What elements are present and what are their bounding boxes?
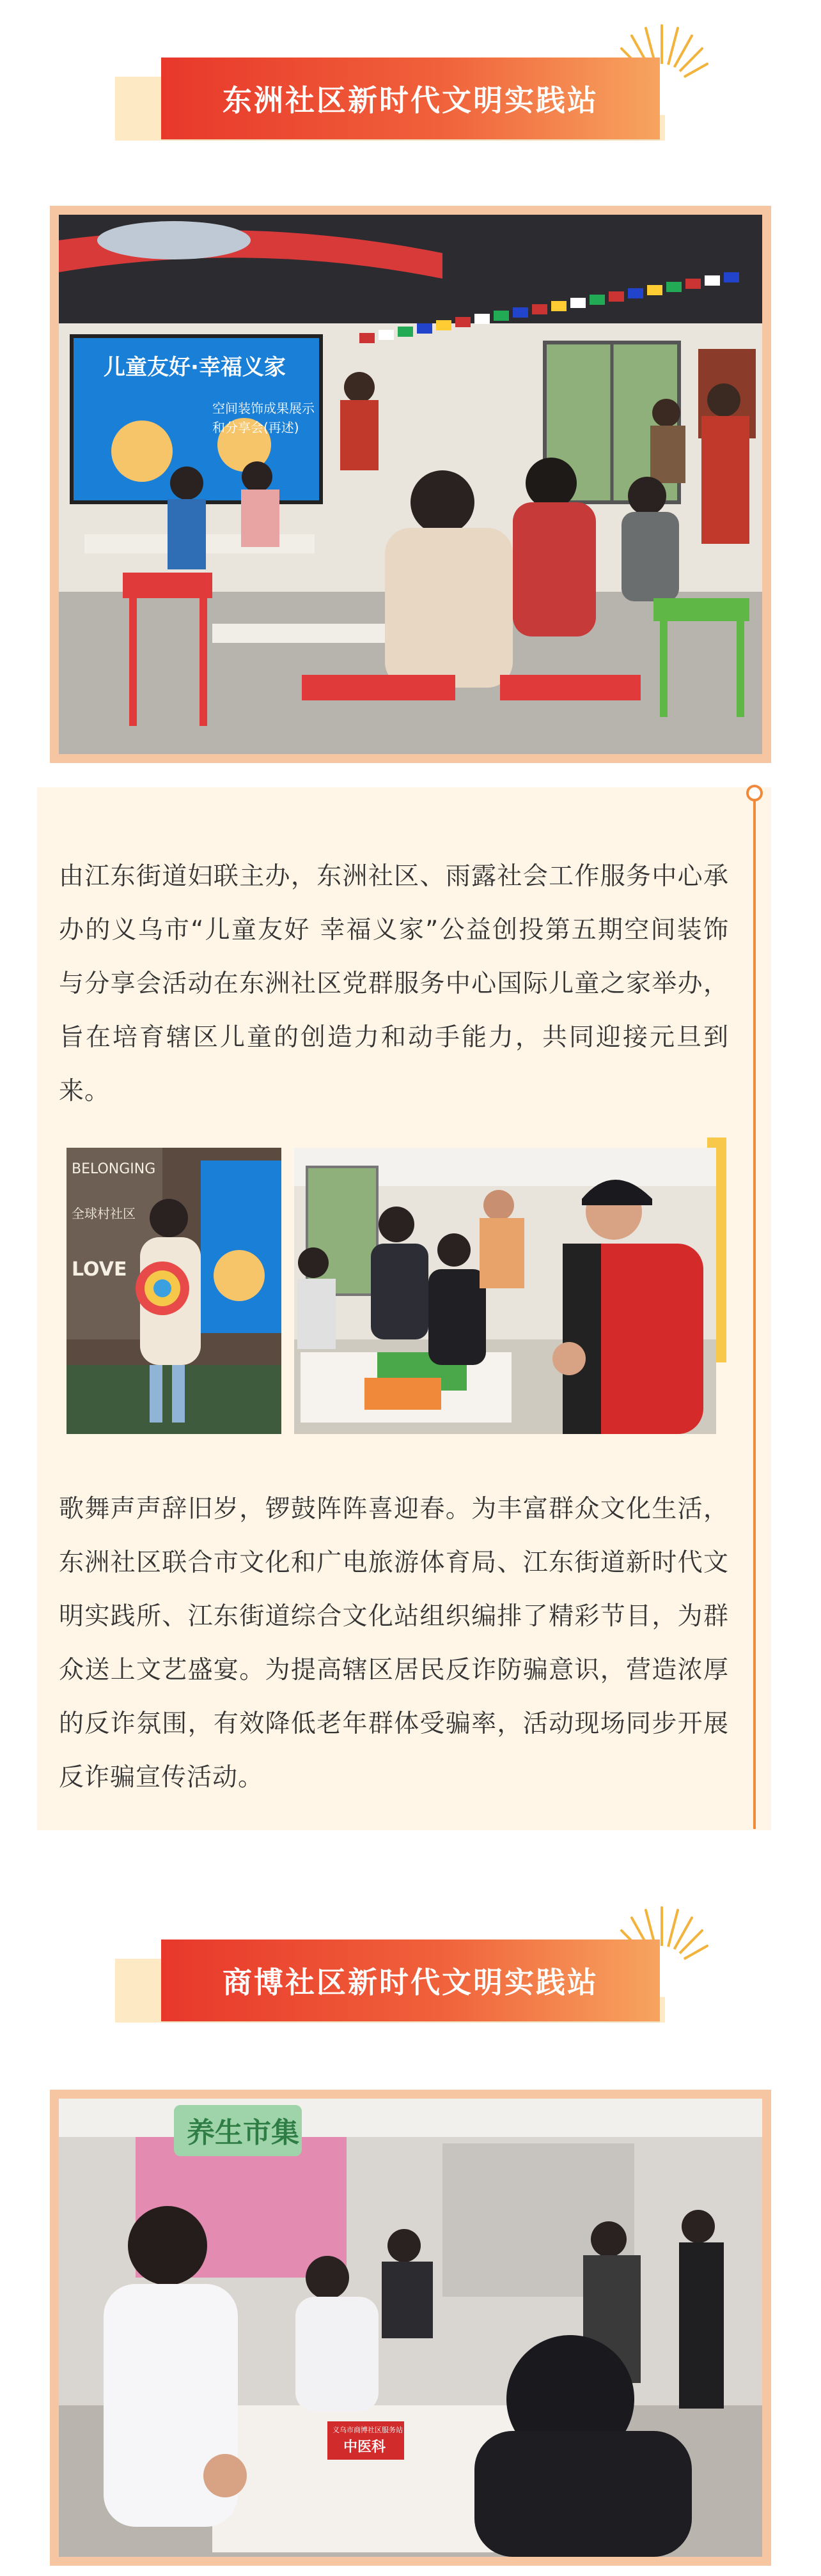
- screen-sub2-text: 和分享会(再述): [212, 420, 299, 435]
- section-title-banner: [161, 58, 660, 139]
- section-title: 东洲社区新时代文明实践站: [223, 83, 598, 118]
- paragraph-1: 由江东街道妇联主办，东洲社区、雨露社会工作服务中心承办的义乌市“儿童友好 幸福义家”公益创投第五期空间装饰与分享会活动在东洲社区党群服务中心国际儿童之家举办，旨在培育辖区儿童的创造力和动手能力，共同迎接元旦到来。: [59, 862, 729, 1106]
- card-accent-line: [753, 794, 756, 1829]
- activity-photo-market: [59, 2099, 762, 2557]
- table-sign-top: 义乌市商博社区服务站: [332, 2426, 403, 2434]
- photo-frame-1: [50, 206, 771, 763]
- section-2-header: [0, 1895, 821, 2061]
- wall-text: BELONGING: [72, 1161, 156, 1177]
- activity-photo-classroom: [59, 215, 762, 754]
- table-sign-bottom: 中医科: [343, 2439, 386, 2455]
- screen-title-text: 儿童友好·幸福义家: [104, 355, 286, 380]
- section-title-banner: [161, 1940, 660, 2021]
- section-title: 商博社区新时代文明实践站: [223, 1965, 598, 2000]
- wall-cn-text: 全球村社区: [72, 1206, 136, 1221]
- card-accent-dot: [746, 785, 763, 801]
- section-1-header: [0, 13, 821, 179]
- wall-text2: LOVE: [72, 1258, 127, 1281]
- activity-photo-girl: [66, 1148, 281, 1434]
- activity-photo-crafts: [294, 1148, 716, 1434]
- photo-frame-2: [50, 2090, 771, 2566]
- paragraph-2: 歌舞声声辞旧岁，锣鼓阵阵喜迎春。为丰富群众文化生活，东洲社区联合市文化和广电旅游体育局、江东街道新时代文明实践所、江东街道综合文化站组织编排了精彩节目，为群众送上文艺盛宴。为提高辖区居民反诈防骗意识，营造浓厚的反诈氛围，有效降低老年群体受骗率，活动现场同步开展反诈骗宣传活动。: [59, 1495, 729, 1792]
- market-sign-text: 养生市集: [187, 2117, 299, 2149]
- screen-sub1-text: 空间装饰成果展示: [212, 401, 315, 416]
